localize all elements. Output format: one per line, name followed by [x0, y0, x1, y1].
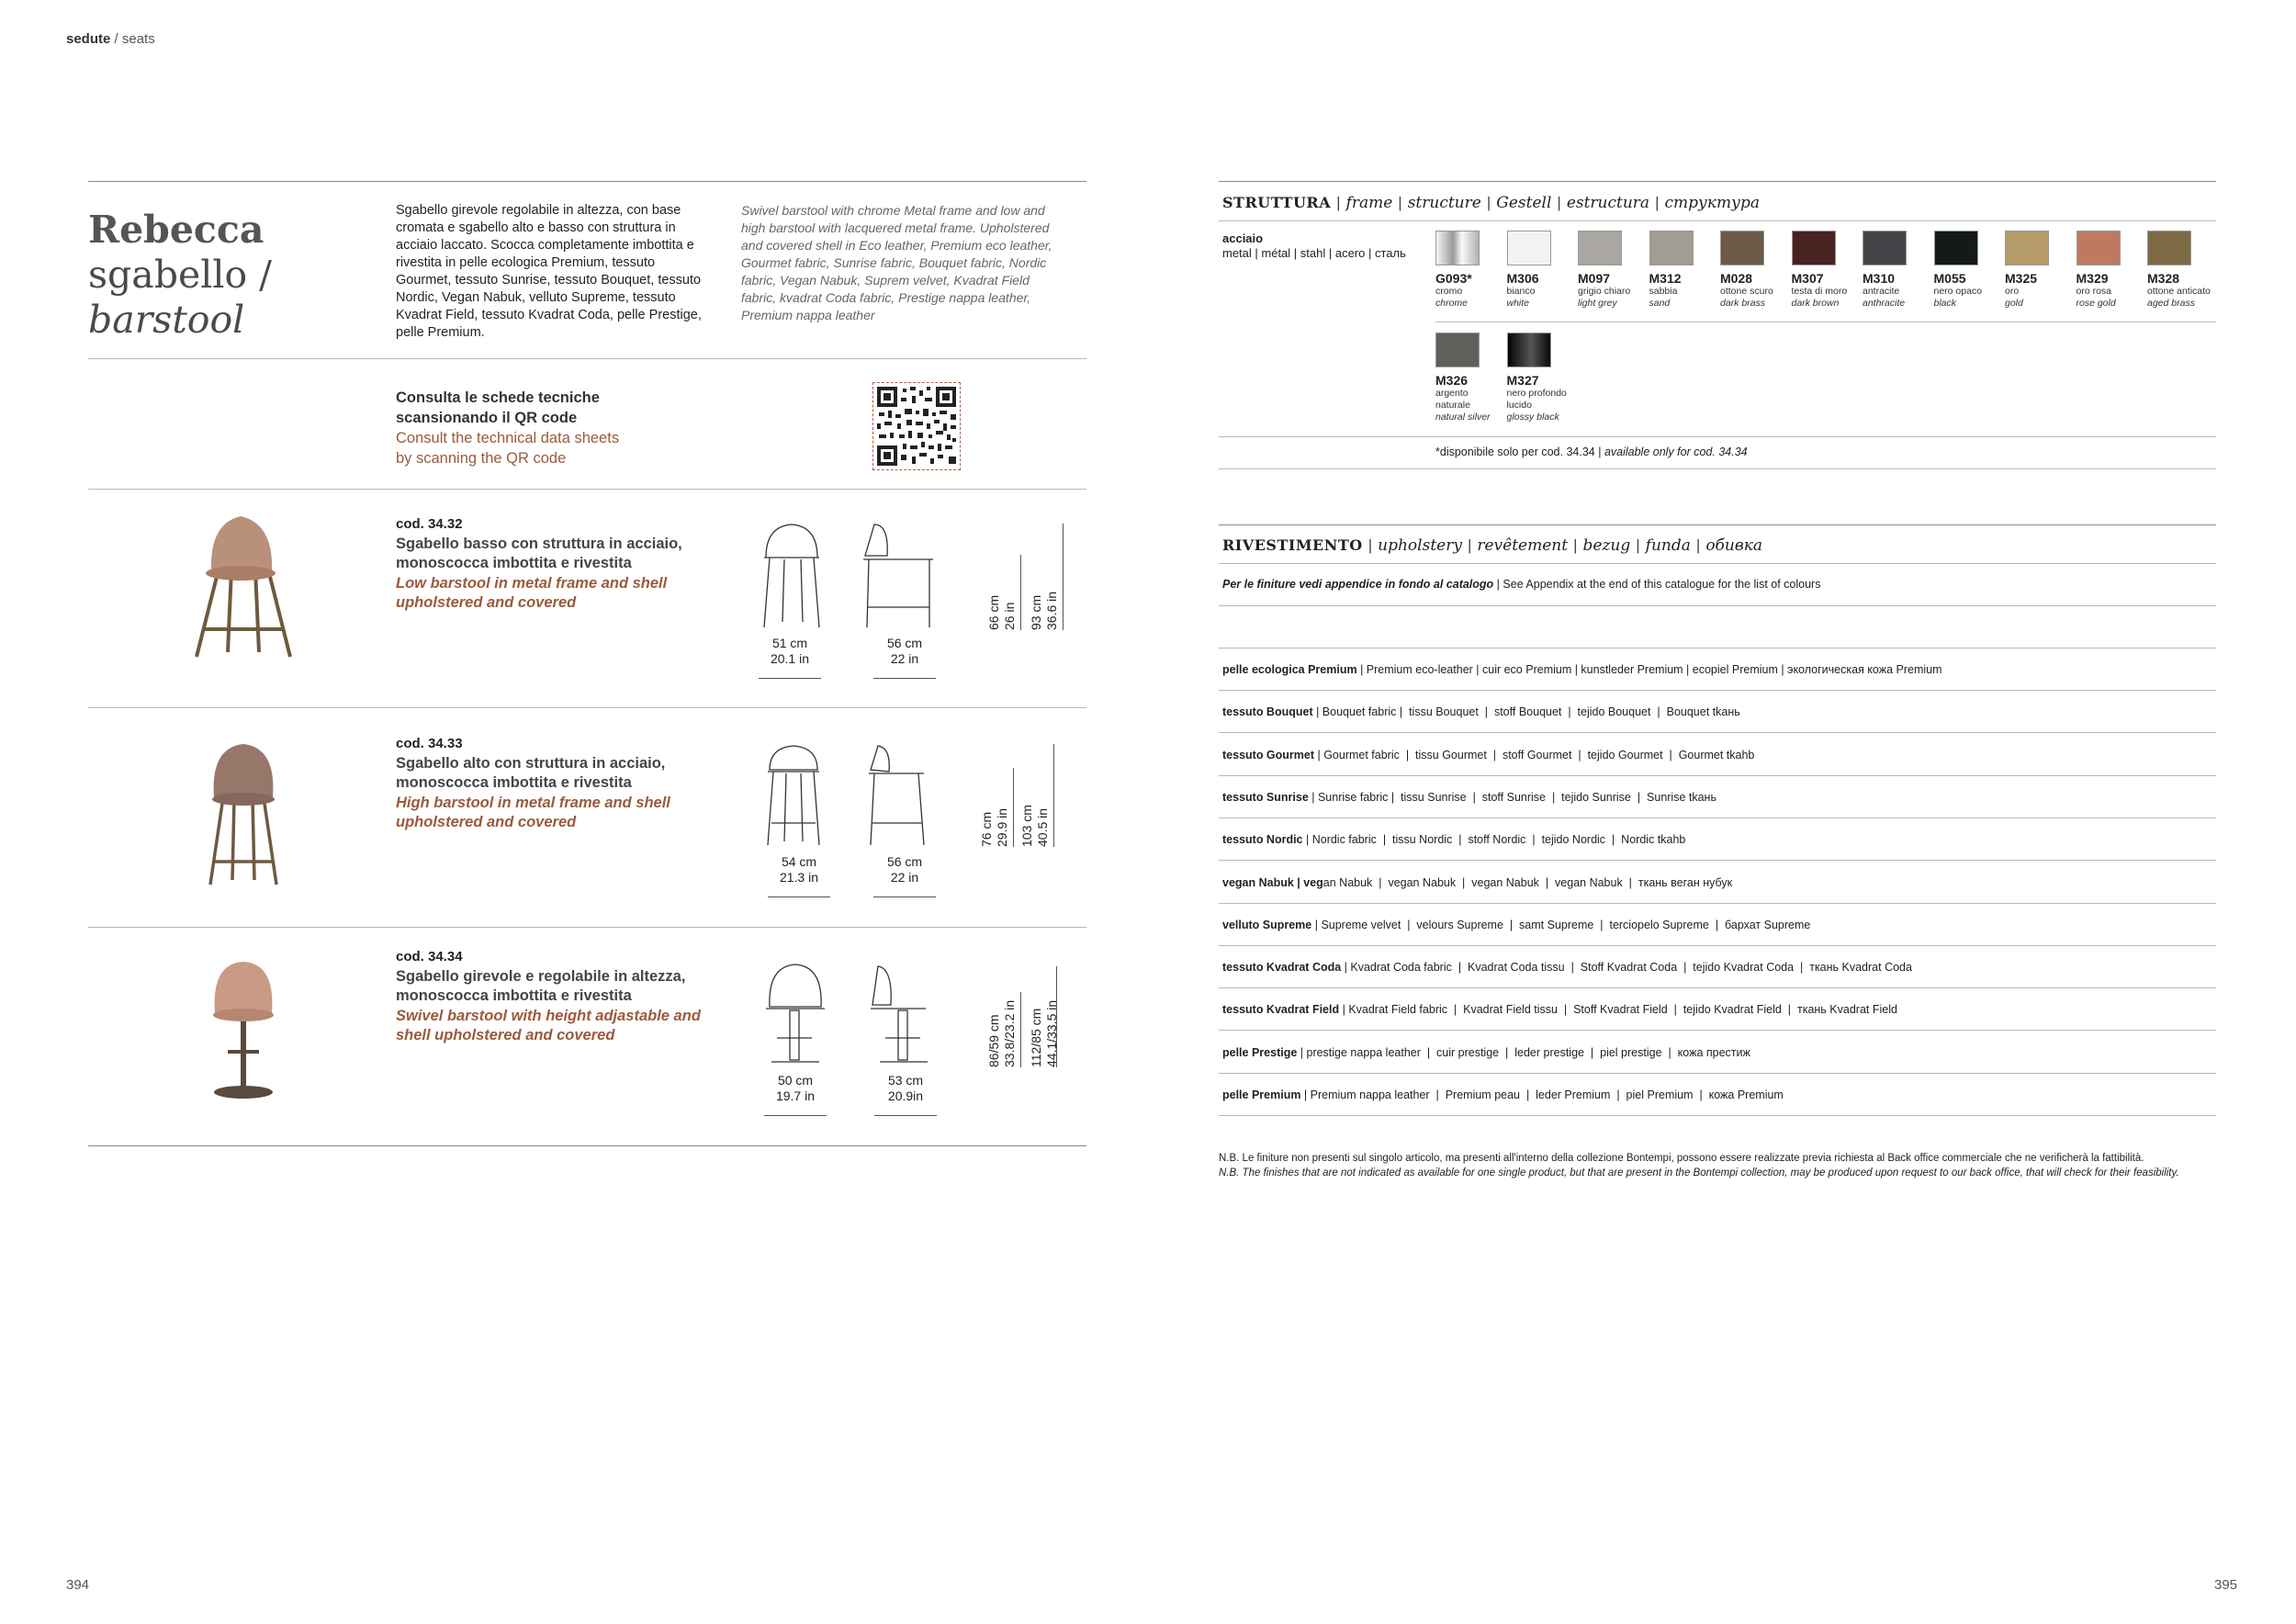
upholstery-title-ru: обивка [1705, 536, 1763, 555]
dimension-line [1020, 555, 1021, 630]
material-name: acciaio [1222, 231, 1264, 245]
swatch-chip [1720, 231, 1764, 265]
divider [1219, 690, 2216, 691]
swatch-chip [1792, 231, 1836, 265]
qr-text-it-2: scansionando il QR code [396, 410, 578, 426]
description-en: Swivel barstool with chrome Metal frame and low and high barstool with lacquered metal frame. Upholstered and covered shell in Eco leather, Premium eco leather, Gourmet fabric, Sunrise fabric, Bouquet fabric, Nordic fabric, Vegan Nabuk, Suprem velvet, Kvadrat Field fabric, kvadrat Coda fabric, Prestige nappa leather, Premium nappa leather [741, 203, 1052, 322]
divider [88, 489, 1086, 490]
width-dimension [753, 636, 827, 682]
dimension-line [1056, 966, 1057, 1067]
dimension-line [1063, 524, 1064, 630]
swatch-m307 [1792, 231, 1863, 310]
swatch-m306 [1507, 231, 1579, 310]
swatch-code: M325 [2005, 271, 2038, 286]
note-it: N.B. Le finiture non presenti sul singolo articolo, ma presenti all'interno della collezione Bontempi, possono essere realizzate previa richiesta al Back office commerciale che ne verificherà la fattibilità. [1219, 1153, 2144, 1164]
finish-translations: | Kvadrat Coda fabric | Kvadrat Coda tissu | Stoff Kvadrat Coda | tejido Kvadrat Coda | ткань Kvadrat Coda [1341, 961, 1912, 975]
swatch-chip [2077, 231, 2121, 265]
swatch-name-en: natural silver [1435, 412, 1491, 423]
structure-title-en: frame [1345, 194, 1393, 212]
divider [1219, 1073, 2216, 1074]
qr-code-icon [875, 385, 958, 468]
appendix-en: See Appendix at the end of this catalogue for the list of colours [1503, 578, 1821, 591]
item-desc-it: Sgabello basso con struttura in acciaio, [396, 535, 682, 552]
appendix-it: Per le finiture vedi appendice in fondo al catalogo [1222, 578, 1494, 591]
appendix-note: Per le finiture vedi appendice in fondo al catalogo | See Appendix at the end of this catalogue for the list of colours [1222, 578, 1821, 591]
qr-text-en-2: by scanning the QR code [396, 450, 567, 467]
depth-in: 22 in [890, 651, 919, 666]
note-en: N.B. The finishes that are not indicated as available for one single product, but that are present in the Bontempi collection, may be produced upon request to our back office, that will check for their feasibility. [1219, 1167, 2179, 1179]
depth-cm: 56 cm [886, 636, 923, 650]
item-desc-it: Sgabello alto con struttura in acciaio, [396, 754, 666, 772]
swatch-name: ottone anticato [2147, 286, 2211, 297]
item-34-34 [396, 947, 701, 1046]
item-code: cod. 34.32 [396, 516, 463, 532]
swatch-m097 [1578, 231, 1649, 310]
product-name: Rebecca [88, 208, 264, 252]
upholstery-title: RIVESTIMENTO | upholstery | revêtement | bezug | funda | обивка [1222, 536, 1763, 555]
swatch-name: grigio chiaro [1578, 286, 1631, 297]
breadcrumb [66, 31, 155, 47]
seat-height-dimension [979, 808, 1010, 847]
divider [1219, 524, 2216, 525]
finish-row [1222, 705, 1740, 718]
finish-translations: | Bouquet fabric | tissu Bouquet | stoff Bouquet | tejido Bouquet | Bouquet tkaнь [1312, 705, 1740, 719]
qr-text-en-1: Consult the technical data sheets [396, 430, 620, 446]
swatch-name-en: white [1506, 298, 1530, 309]
swatch-chip [2147, 231, 2191, 265]
swatch-m325 [2005, 231, 2077, 310]
swatch-chip [1934, 231, 1978, 265]
swatch-name: argento [1435, 388, 1469, 399]
dimension-line [1013, 768, 1014, 847]
finish-name: vegan Nabuk | veg [1222, 875, 1323, 889]
product-type-en: barstool [88, 298, 245, 342]
swatch-name: cromo [1435, 286, 1463, 297]
swatch-chip [1649, 231, 1694, 265]
swatch-name-en: gold [2005, 298, 2023, 309]
item-desc-en: shell upholstered and covered [396, 1027, 615, 1043]
swatch-m327 [1507, 333, 1579, 423]
finish-translations: an Nabuk | vegan Nabuk | vegan Nabuk | vegan Nabuk | ткань веган нубук [1322, 875, 1733, 889]
height-cm: 93 cm [1029, 594, 1043, 630]
swatch-name-en: aged brass [2147, 298, 2195, 309]
dimension-line [1053, 744, 1054, 847]
item-desc-it: monoscocca imbottita e rivestita [396, 987, 632, 1004]
finish-name: tessuto Nordic [1222, 833, 1303, 847]
width-dimension [759, 1073, 832, 1120]
product-type: sgabello / [88, 253, 272, 297]
swatch-name: lucido [1506, 400, 1532, 411]
item-desc-en: Low barstool in metal frame and shell [396, 574, 668, 592]
depth-cm: 56 cm [886, 854, 923, 869]
swatch-m310 [1863, 231, 1934, 310]
finish-row [1222, 1003, 1897, 1016]
divider [88, 1145, 1086, 1146]
qr-instructions [396, 388, 619, 468]
swatch-name: testa di moro [1791, 286, 1848, 297]
upholstery-title-fr: revêtement [1477, 536, 1569, 555]
divider [1219, 945, 2216, 946]
divider [1219, 436, 2216, 437]
seat-height-dimension [986, 595, 1018, 630]
swatch-m312 [1649, 231, 1721, 310]
depth-dimension [868, 854, 941, 901]
swatch-code: M328 [2147, 271, 2180, 286]
swatch-name: nero opaco [1933, 286, 1983, 297]
height-dimension [1029, 592, 1060, 630]
swatch-name-en: dark brown [1791, 298, 1840, 309]
swatch-chip [1578, 231, 1622, 265]
finish-name: pelle ecologica Premium [1222, 663, 1357, 676]
divider [1219, 860, 2216, 861]
material-label [1222, 231, 1406, 261]
seat-height-in: 26 in [1002, 602, 1017, 630]
structure-title: STRUTTURA | frame | structure | Gestell | estructura | структура [1222, 194, 1761, 212]
depth-dimension [868, 636, 941, 682]
swatch-m326 [1435, 333, 1507, 423]
width-in: 19.7 in [775, 1088, 816, 1103]
material-translations: metal | métal | stahl | acero | сталь [1222, 246, 1406, 260]
divider [1219, 605, 2216, 606]
seat-height-cm: 86/59 cm [986, 1014, 1001, 1067]
finish-translations: | Sunrise fabric | tissu Sunrise | stoff Sunrise | tejido Sunrise | Sunrise tkaнь [1308, 790, 1716, 804]
qr-text-it-1: Consulta le schede tecniche [396, 389, 600, 406]
finish-name: velluto Supreme [1222, 918, 1312, 931]
swatch-name: sabbia [1649, 286, 1678, 297]
depth-dimension [869, 1073, 942, 1120]
product-image-34-34 [202, 960, 285, 1107]
breadcrumb-section: sedute [66, 31, 111, 47]
width-dimension [762, 854, 836, 901]
structure-title-ru: структура [1664, 194, 1761, 212]
divider [88, 707, 1086, 708]
item-desc-it: monoscocca imbottita e rivestita [396, 774, 632, 791]
qr-code[interactable] [872, 382, 961, 470]
item-desc-en: Swivel barstool with height adjastable and [396, 1007, 701, 1024]
swatch-name: naturale [1435, 400, 1470, 411]
swatch-chip [1507, 333, 1551, 367]
structure-title-it: STRUTTURA [1222, 194, 1332, 211]
item-desc-en: upholstered and covered [396, 594, 577, 611]
high-barstool-icon [197, 742, 289, 889]
divider [1219, 1030, 2216, 1031]
availability-note: *disponibile solo per cod. 34.34 | available only for cod. 34.34 [1435, 445, 1748, 458]
page-number-left: 394 [66, 1577, 90, 1593]
finish-row [1222, 961, 1912, 974]
swatch-name-en: rose gold [2076, 298, 2116, 309]
swatch-name: bianco [1506, 286, 1536, 297]
swatch-g093 [1435, 231, 1507, 310]
swatch-name-en: chrome [1435, 298, 1469, 309]
structure-title-es: estructura [1566, 194, 1650, 212]
divider [1219, 563, 2216, 564]
item-34-33 [396, 734, 670, 833]
swatch-name-en: sand [1649, 298, 1671, 309]
swivel-barstool-drawings [753, 963, 955, 1073]
description-it: Sgabello girevole regolabile in altezza, con base cromata e sgabello alto e basso con struttura in acciaio laccato. Scocca completamente imbottita e rivestita in pelle ecologica Premium, tessuto Gourmet, tessuto Sunrise, tessuto Bouquet, tessuto Nordic, Vegan Nabuk, velluto Supreme, tessuto Kvadrat Field, tessuto Kvadrat Coda, pelle Prestige, pelle Premium. [396, 203, 702, 340]
swatch-name: nero profondo [1506, 388, 1567, 399]
structure-title-de: Gestell [1496, 194, 1552, 212]
divider [1219, 903, 2216, 904]
finish-row [1222, 876, 1732, 889]
swatch-code: M055 [1933, 271, 1966, 286]
width-in: 21.3 in [779, 870, 819, 885]
swatch-name-en: anthracite [1863, 298, 1906, 309]
seat-height-cm: 76 cm [979, 811, 994, 847]
depth-in: 20.9in [887, 1088, 924, 1103]
item-desc-it: Sgabello girevole e regolabile in altezza, [396, 967, 686, 985]
swatch-chip [1435, 231, 1480, 265]
swatch-code: M312 [1649, 271, 1682, 286]
swatch-code: M028 [1720, 271, 1753, 286]
finishes-note [1219, 1151, 2179, 1180]
divider [1435, 321, 2216, 322]
finish-name: pelle Prestige [1222, 1045, 1298, 1059]
finish-row [1222, 833, 1685, 846]
item-desc-it: monoscocca imbottita e rivestita [396, 555, 632, 571]
divider [1219, 1115, 2216, 1116]
swatch-name-en: dark brass [1720, 298, 1766, 309]
availability-en: available only for cod. 34.34 [1604, 445, 1748, 458]
depth-in: 22 in [890, 870, 919, 885]
finish-translations: | Premium eco-leather | cuir eco Premium | kunstleder Premium | ecopiel Premium | экологическая кожа Premium [1356, 663, 1942, 676]
upholstery-title-de: bezug [1582, 536, 1631, 555]
finish-row [1222, 919, 1810, 931]
dimension-line [1020, 992, 1021, 1067]
seat-height-dimension [986, 1000, 1018, 1067]
swatch-chip [1435, 333, 1480, 367]
finish-translations: | Supreme velvet | velours Supreme | samt Supreme | terciopelo Supreme | бархат Supreme [1311, 918, 1811, 931]
divider [1219, 468, 2216, 469]
swatch-code: M327 [1506, 373, 1539, 388]
swatch-code: M097 [1578, 271, 1611, 286]
item-34-32 [396, 514, 682, 614]
availability-it: *disponibile solo per cod. 34.34 [1435, 445, 1595, 458]
finish-translations: | prestige nappa leather | cuir prestige | leder prestige | piel prestige | кожа престиж [1297, 1045, 1750, 1059]
height-cm: 103 cm [1019, 805, 1034, 847]
low-barstool-icon [184, 514, 303, 661]
finish-name: tessuto Bouquet [1222, 705, 1313, 719]
swatch-code: M329 [2076, 271, 2109, 286]
swatch-m028 [1720, 231, 1792, 310]
swatch-code: G093* [1435, 271, 1472, 286]
product-title [88, 208, 272, 343]
divider [88, 181, 1086, 182]
divider [88, 927, 1086, 928]
seat-height-in: 29.9 in [995, 807, 1009, 847]
divider [1219, 775, 2216, 776]
finish-row [1222, 1046, 1750, 1059]
width-in: 20.1 in [770, 651, 810, 666]
height-in: 44.1/33.5 in [1044, 999, 1059, 1067]
finish-name: tessuto Kvadrat Coda [1222, 961, 1342, 975]
high-barstool-drawings [753, 742, 955, 852]
breadcrumb-sub: / seats [114, 31, 155, 47]
upholstery-title-en: upholstery [1378, 536, 1462, 555]
divider [88, 358, 1086, 359]
product-image-34-32 [184, 514, 303, 666]
upholstery-title-es: funda [1645, 536, 1691, 555]
swatch-name: antracite [1863, 286, 1900, 297]
seat-height-in: 33.8/23.2 in [1002, 999, 1017, 1067]
swatch-chip [1863, 231, 1907, 265]
height-dimension [1029, 1000, 1060, 1067]
swatch-name: ottone scuro [1720, 286, 1773, 297]
finish-name: tessuto Gourmet [1222, 748, 1315, 761]
item-desc-en: upholstered and covered [396, 814, 577, 830]
height-in: 36.6 in [1044, 591, 1059, 630]
structure-title-fr: structure [1407, 194, 1481, 212]
divider [1219, 220, 2216, 221]
swatch-code: M310 [1863, 271, 1896, 286]
page-number-right: 395 [2214, 1577, 2238, 1593]
item-desc-en: High barstool in metal frame and shell [396, 794, 670, 811]
swatch-m328 [2147, 231, 2219, 310]
swatch-m329 [2077, 231, 2148, 310]
swatch-name-en: glossy black [1506, 412, 1559, 423]
finish-row [1222, 749, 1754, 761]
swivel-barstool-icon [202, 960, 285, 1102]
swatch-name-en: black [1933, 298, 1957, 309]
swatch-code: M307 [1791, 271, 1824, 286]
swatch-name: oro rosa [2076, 286, 2112, 297]
divider [1219, 181, 2216, 182]
low-barstool-drawings [753, 519, 955, 634]
width-cm: 50 cm [777, 1073, 814, 1088]
upholstery-title-it: RIVESTIMENTO [1222, 536, 1363, 554]
swatch-name-en: light grey [1578, 298, 1617, 309]
depth-cm: 53 cm [887, 1073, 924, 1088]
finish-translations: | Gourmet fabric | tissu Gourmet | stoff Gourmet | tejido Gourmet | Gourmet tkahb [1314, 748, 1755, 761]
seat-height-cm: 66 cm [986, 594, 1001, 630]
swatch-m055 [1934, 231, 2006, 310]
height-cm: 112/85 cm [1029, 1008, 1043, 1067]
divider [1219, 987, 2216, 988]
product-image-34-33 [197, 742, 289, 894]
finish-translations: | Kvadrat Field fabric | Kvadrat Field tissu | Stoff Kvadrat Field | tejido Kvadrat Field | ткань Kvadrat Field [1339, 1003, 1897, 1017]
width-cm: 51 cm [771, 636, 808, 650]
swatch-name: oro [2005, 286, 2020, 297]
swatch-chip [2005, 231, 2049, 265]
swatch-code: M326 [1435, 373, 1469, 388]
width-cm: 54 cm [781, 854, 817, 869]
height-dimension [1019, 805, 1051, 847]
finish-row [1222, 663, 1942, 676]
finish-row [1222, 1088, 1784, 1101]
swatch-chip [1507, 231, 1551, 265]
height-in: 40.5 in [1035, 807, 1050, 847]
finish-row [1222, 791, 1716, 804]
finish-translations: | Premium nappa leather | Premium peau | leder Premium | piel Premium | кожа Premium [1300, 1088, 1784, 1101]
finish-name: pelle Premium [1222, 1088, 1301, 1101]
swatch-code: M306 [1506, 271, 1539, 286]
finish-translations: | Nordic fabric | tissu Nordic | stoff Nordic | tejido Nordic | Nordic tkahb [1302, 833, 1686, 847]
item-code: cod. 34.33 [396, 736, 463, 751]
divider [1219, 732, 2216, 733]
item-code: cod. 34.34 [396, 949, 463, 964]
finish-name: tessuto Kvadrat Field [1222, 1003, 1340, 1017]
finish-name: tessuto Sunrise [1222, 790, 1309, 804]
